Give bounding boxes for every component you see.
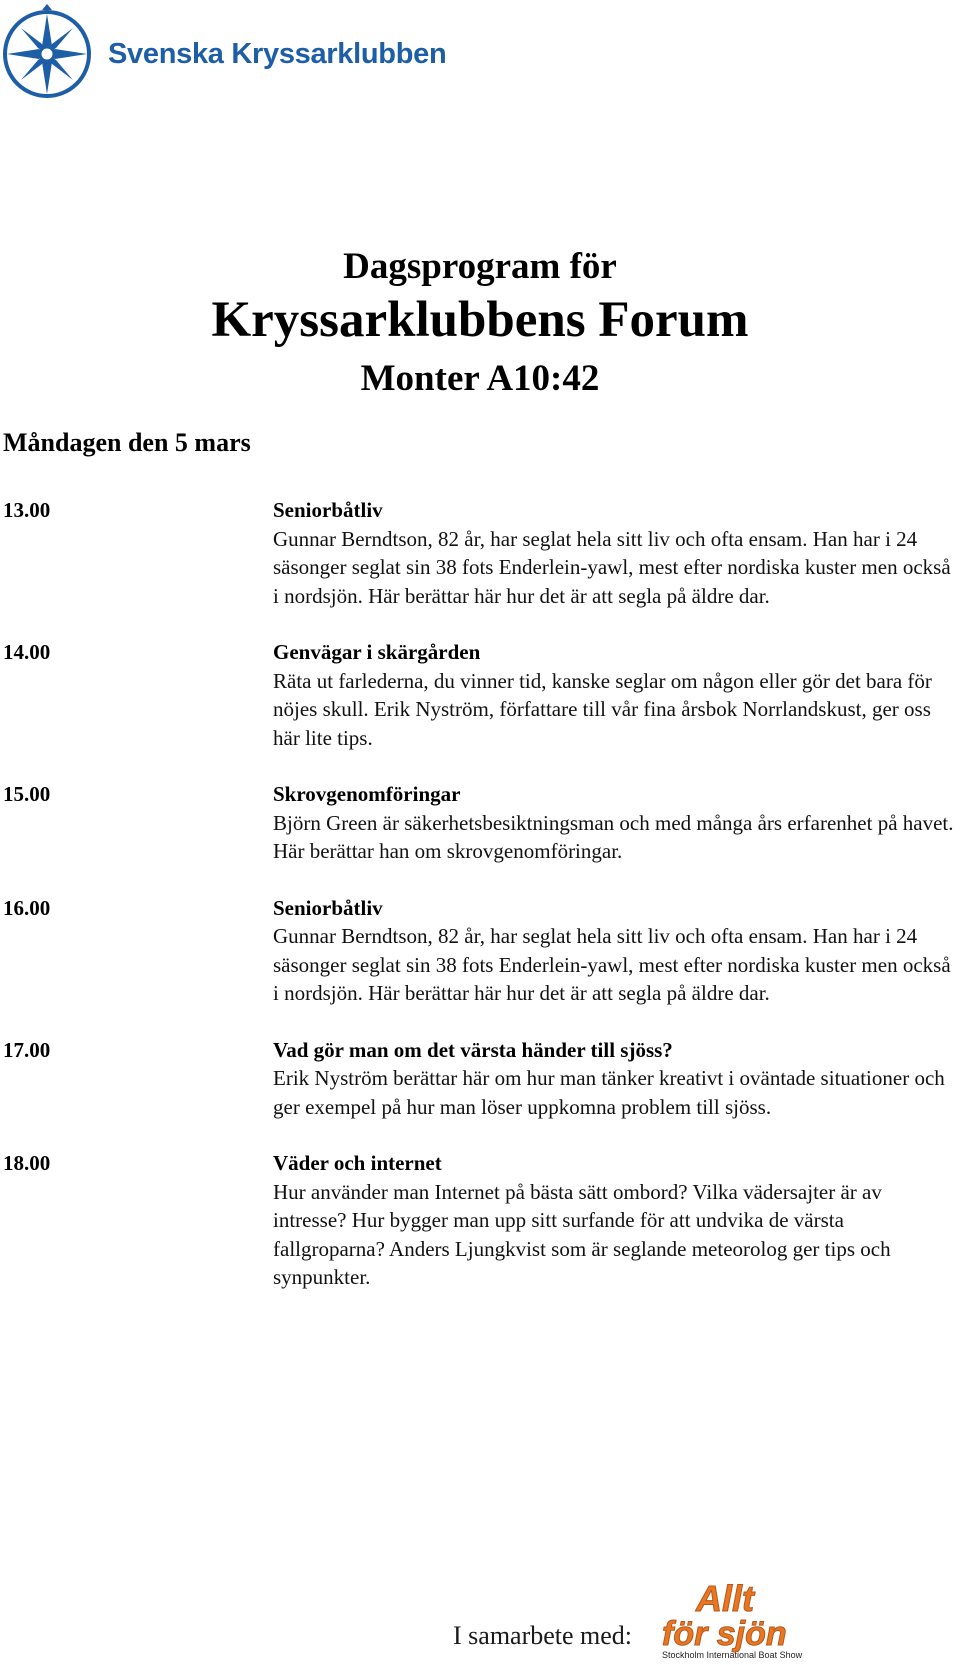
session-description: Björn Green är säkerhetsbesiktningsman och med många års erfarenhet på havet. Här berättar han om skrovgenomföringar. <box>273 810 954 863</box>
session-item <box>3 894 958 1008</box>
session-time: 17.00 <box>3 1037 51 1062</box>
session-time: 15.00 <box>3 782 51 806</box>
partner-name-line-1: Allt <box>696 1578 754 1619</box>
day-heading: Måndagen den 5 mars <box>3 428 251 457</box>
session-description: Erik Nyström berättar här om hur man tänker kreativt i oväntade situationer och ger exempel på hur man löser uppkomna problem till sjöss. <box>273 1066 945 1119</box>
session-title: Vad gör man om det värsta händer till sjöss? <box>273 1037 673 1062</box>
page-title-line-3: Monter A10:42 <box>360 358 600 399</box>
session-item <box>3 1149 958 1292</box>
session-time: 16.00 <box>3 895 51 920</box>
session-time: 13.00 <box>3 498 51 522</box>
org-name: Svenska Kryssarklubben <box>108 37 447 70</box>
session-description: Gunnar Berndtson, 82 år, har seglat hela sitt liv och ofta ensam. Han har i 24 säsonger seglat sin 38 fots Enderlein-yawl, mest efter nordiska kuster men också i nordsjön. Här berättar här hur det är att segla på äldre dar. <box>273 526 951 608</box>
session-time: 14.00 <box>3 640 51 664</box>
session-description: Gunnar Berndtson, 82 år, har seglat hela sitt liv och ofta ensam. Han har i 24 säsonger seglat sin 38 fots Enderlein-yawl, mest efter nordiska kuster men också i nordsjön. Här berättar här hur det är att segla på äldre dar. <box>273 924 951 1005</box>
page-title-line-1: Dagsprogram för <box>343 246 617 287</box>
session-title: Genvägar i skärgården <box>273 640 481 664</box>
session-title: Väder och internet <box>273 1151 442 1175</box>
session-description: Hur använder man Internet på bästa sätt ombord? Vilka vädersajter är av intresse? Hur bygger man upp sitt surfande för att undvika de värsta fallgroparna? Anders Ljungkvist som är seglande meteorolog ger tips och synpunkter. <box>273 1179 891 1289</box>
compass-rose-icon <box>2 4 92 100</box>
session-description: Räta ut farlederna, du vinner tid, kanske seglar om någon eller gör det bara för nöjes skull. Erik Nyström, författare till vår fina årsbok Norrlandskust, ger oss här lite tips. <box>273 668 932 750</box>
session-item <box>3 496 958 610</box>
session-title: Seniorbåtliv <box>273 895 383 920</box>
session-title: Seniorbåtliv <box>273 498 383 522</box>
session-item <box>3 1036 958 1122</box>
schedule <box>3 496 958 1320</box>
org-logo <box>2 2 446 102</box>
footer-label: I samarbete med: <box>453 1621 633 1650</box>
page-title-line-2: Kryssarklubbens Forum <box>211 292 749 348</box>
session-title: Skrovgenomföringar <box>273 782 461 806</box>
session-item <box>3 638 958 752</box>
session-time: 18.00 <box>3 1151 51 1175</box>
partner-subtitle: Stockholm International Boat Show <box>662 1650 803 1660</box>
session-item <box>3 780 958 866</box>
footer <box>450 1575 820 1660</box>
partner-name-line-2: för sjön <box>662 1615 787 1653</box>
